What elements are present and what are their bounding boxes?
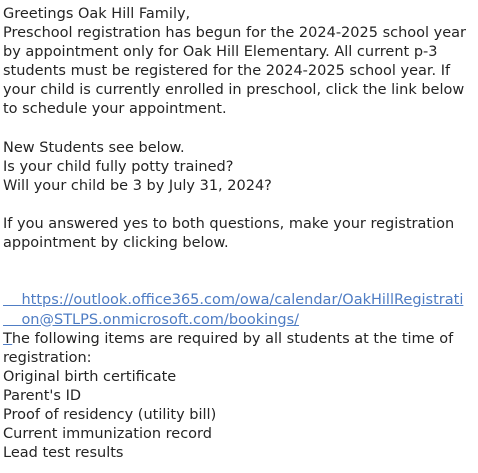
required-item: Current immunization record — [3, 426, 212, 443]
intro-line: by appointment only for Oak Hill Elementary. All current p-3 — [3, 44, 438, 61]
required-item: Original birth certificate — [3, 368, 177, 385]
greeting-text: Greetings Oak Hill Family, — [3, 6, 191, 22]
new-students-line: Is your child fully potty trained? — [3, 158, 234, 175]
answer-line: If you answered yes to both questions, make your registration — [3, 216, 455, 233]
intro-line: your child is currently enrolled in preschool, click the link below — [3, 82, 465, 99]
new-students-line: Will your child be 3 by July 31, 2024? — [3, 177, 272, 194]
intro-line: students must be registered for the 2024-2025 school year. If — [3, 63, 451, 80]
message-body — [3, 5, 475, 463]
registration-link-line[interactable]: https://outlook.office365.com/owa/calendar/OakHillRegistrati — [21, 292, 464, 309]
intro-line: Preschool registration has begun for the 2024-2025 school year — [3, 25, 467, 42]
required-item: Proof of residency (utility bill) — [3, 406, 217, 423]
answer-line: appointment by clicking below. — [3, 235, 229, 252]
new-students-line: New Students see below. — [3, 139, 185, 156]
required-item: Parent's ID — [3, 387, 82, 404]
requirements-line: The following items are required by all students at the time of — [3, 330, 454, 347]
registration-link-line[interactable]: on@STLPS.onmicrosoft.com/bookings/ — [21, 311, 300, 328]
paragraph-spacer — [3, 253, 475, 272]
registration-link[interactable] — [3, 272, 475, 309]
paragraph-spacer — [3, 196, 475, 215]
requirements-line: registration: — [3, 349, 92, 366]
paragraph-spacer — [3, 120, 475, 139]
intro-line: to schedule your appointment. — [3, 101, 227, 118]
required-item: Lead test results — [3, 445, 124, 462]
